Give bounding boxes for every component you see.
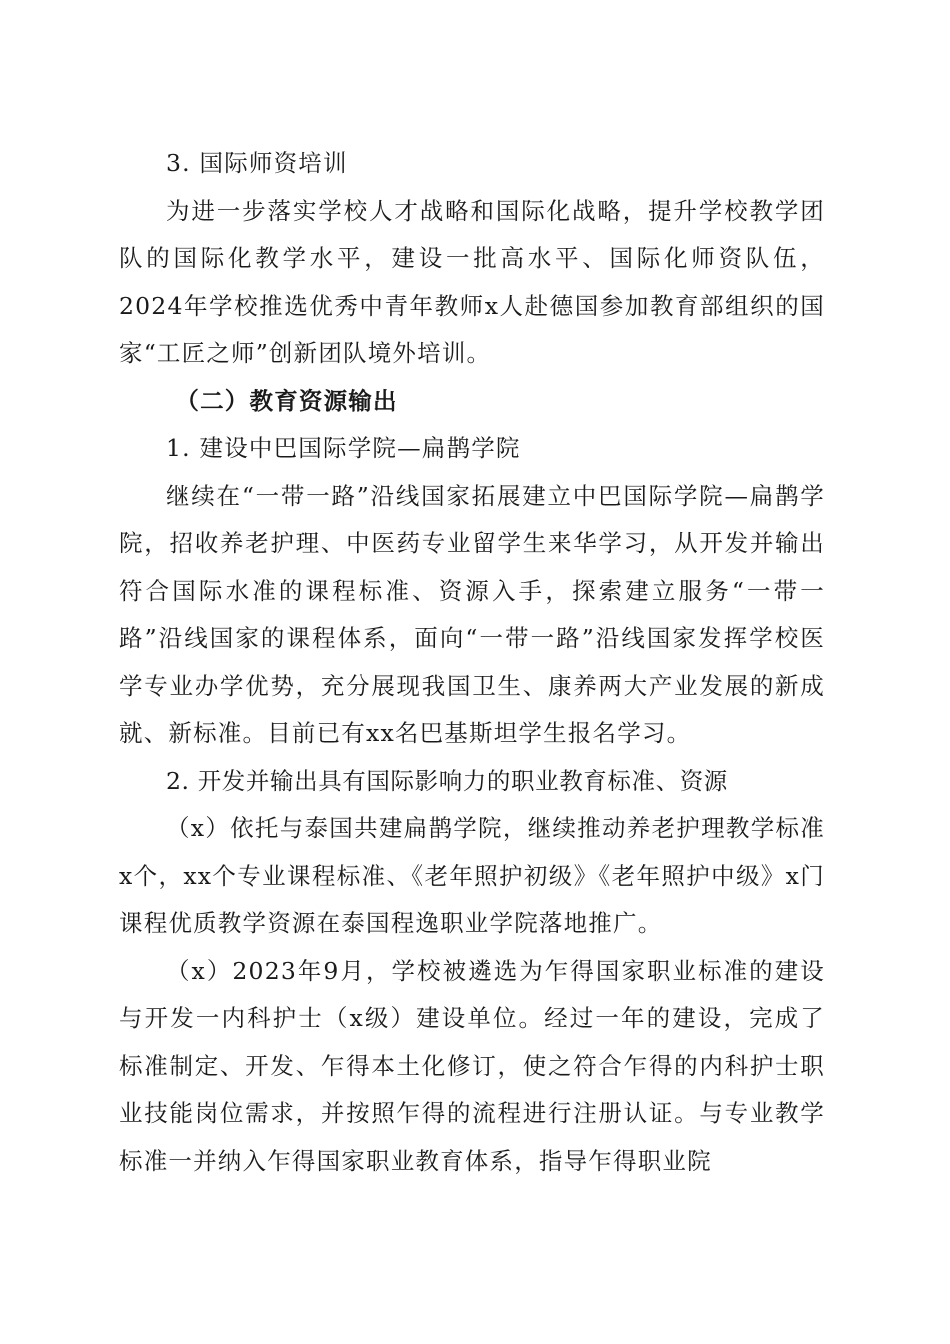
paragraph-chad-standards: （x）2023年9月，学校被遴选为乍得国家职业标准的建设与开发一内科护士（x级）建设单位。经过一年的建设，完成了标准制定、开发、乍得本土化修订，使之符合乍得的内科护士职业技能岗位需求，并按照乍得的流程进行注册认证。与专业教学标准一并纳入乍得国家职业教育体系，指导乍得职业院 — [119, 956, 825, 1175]
paragraph-teacher-training: 为进一步落实学校人才战略和国际化战略，提升学校教学团队的国际化教学水平，建设一批高水平、国际化师资队伍，2024年学校推选优秀中青年教师x人赴德国参加教育部组织的国家“工匠之师”创新团队境外培训。 — [119, 196, 825, 367]
heading-bianque-college: 1. 建设中巴国际学院—扁鹊学院 — [166, 434, 521, 462]
heading-international-teacher-training: 3. 国际师资培训 — [166, 149, 348, 177]
section-heading-education-resource-export: （二）教育资源输出 — [175, 386, 398, 415]
document-body — [119, 140, 825, 1185]
paragraph-bianque-college: 继续在“一带一路”沿线国家拓展建立中巴国际学院—扁鹊学院，招收养老护理、中医药专业留学生来华学习，从开发并输出符合国际水准的课程标准、资源入手，探索建立服务“一带一路”沿线国家的课程体系，面向“一带一路”沿线国家发挥学校医学专业办学优势，充分展现我国卫生、康养两大产业发展的新成就、新标准。目前已有xx名巴基斯坦学生报名学习。 — [119, 481, 825, 747]
paragraph-thailand-cooperation: （x）依托与泰国共建扁鹊学院，继续推动养老护理教学标准x个，xx个专业课程标准、《老年照护初级》《老年照护中级》x门课程优质教学资源在泰国程逸职业学院落地推广。 — [119, 814, 825, 937]
heading-standards-resources: 2. 开发并输出具有国际影响力的职业教育标准、资源 — [166, 766, 728, 795]
